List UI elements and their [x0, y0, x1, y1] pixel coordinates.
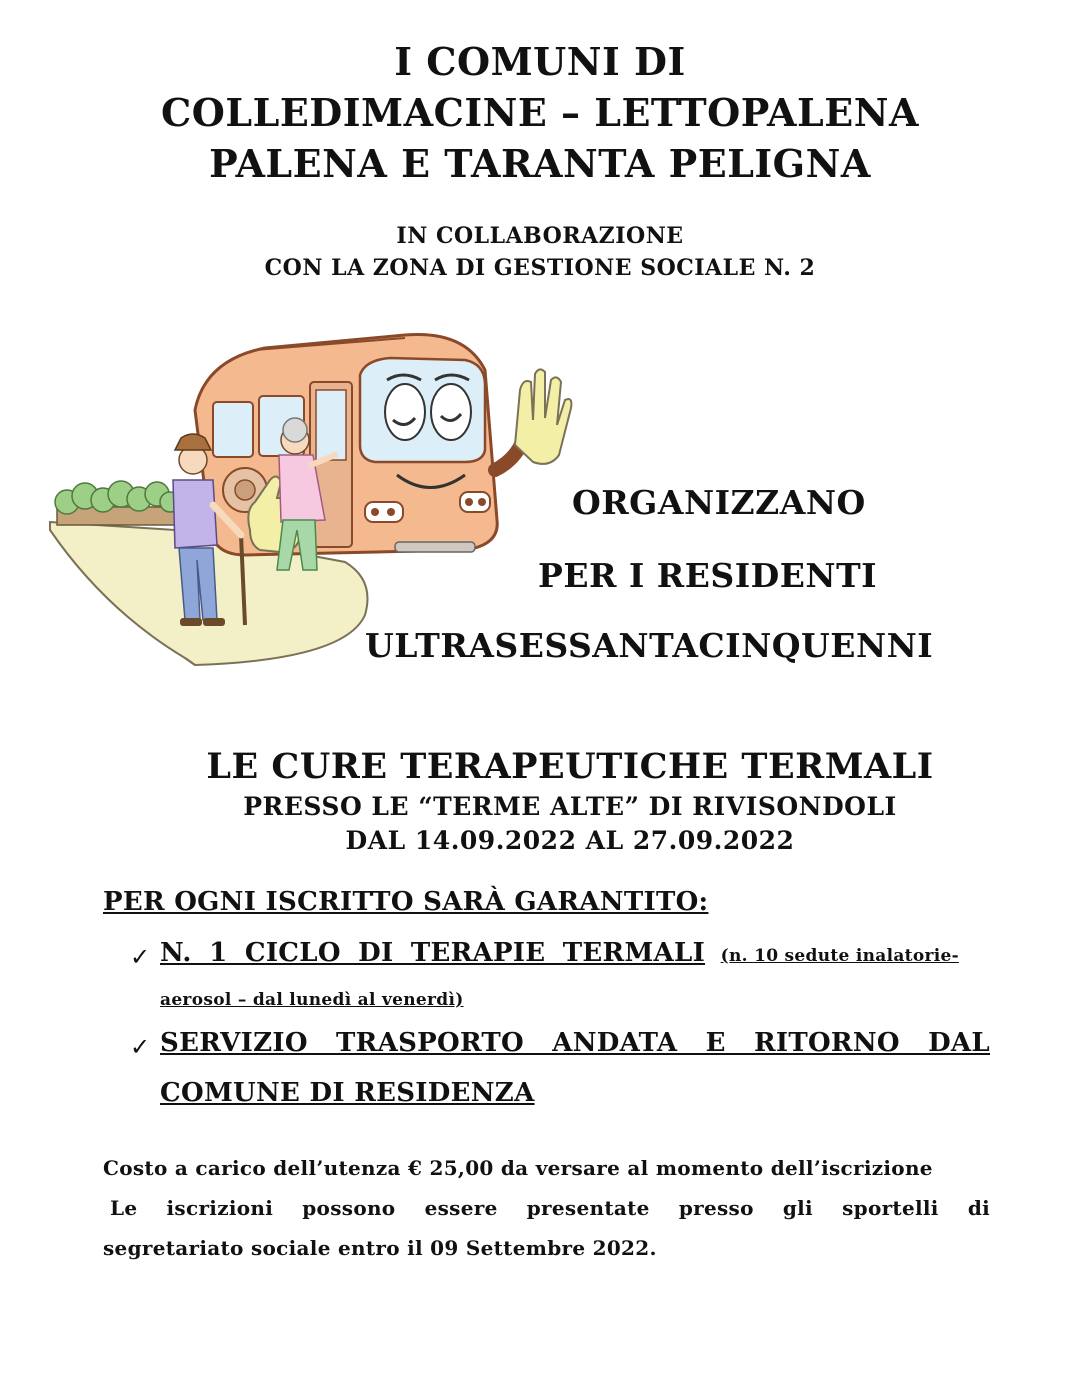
- therapy-note-a: (n. 10 sedute inalatorie-: [720, 946, 959, 966]
- therapy-note-b: aerosol – dal lunedì al venerdì): [160, 990, 464, 1010]
- bullet-item-therapy: [160, 938, 990, 968]
- transport-service-line-1: SERVIZIO TRASPORTO ANDATA E RITORNO DAL: [160, 1028, 990, 1058]
- bus-illustration: [45, 330, 575, 675]
- header-line-2: COLLEDIMACINE – LETTOPALENA: [161, 90, 919, 135]
- guarantee-heading: PER OGNI ISCRITTO SARÀ GARANTITO:: [103, 887, 709, 917]
- enrollment-text-1: Le iscrizioni possono essere presentate presso gli sportelli di: [110, 1196, 990, 1220]
- cost-text: Costo a carico dell’utenza € 25,00 da versare al momento dell’iscrizione: [103, 1156, 933, 1180]
- cure-place: PRESSO LE “TERME ALTE” DI RIVISONDOLI: [243, 792, 897, 821]
- collab-line-1: IN COLLABORAZIONE: [396, 223, 684, 249]
- residents-label: PER I RESIDENTI: [538, 556, 878, 595]
- cure-title: LE CURE TERAPEUTICHE TERMALI: [206, 746, 934, 787]
- transport-service-line-2: COMUNE DI RESIDENZA: [160, 1078, 535, 1108]
- therapy-cycle: N. 1 CICLO DI TERAPIE TERMALI: [160, 938, 706, 968]
- enrollment-text-2: segretariato sociale entro il 09 Settembre 2022.: [103, 1236, 657, 1260]
- collaboration-block: [0, 220, 1080, 284]
- check-icon: ✓: [130, 1033, 151, 1061]
- cure-dates: DAL 14.09.2022 AL 27.09.2022: [345, 826, 795, 855]
- organize-label: ORGANIZZANO: [572, 483, 866, 522]
- check-icon: ✓: [130, 943, 151, 971]
- municipalities-title: [0, 38, 1080, 188]
- header-line-1: I COMUNI DI: [394, 39, 686, 84]
- collab-line-2: CON LA ZONA DI GESTIONE SOCIALE N. 2: [264, 255, 816, 281]
- over65-label: ULTRASESSANTACINQUENNI: [365, 626, 934, 665]
- header-line-3: PALENA E TARANTA PELIGNA: [209, 141, 871, 186]
